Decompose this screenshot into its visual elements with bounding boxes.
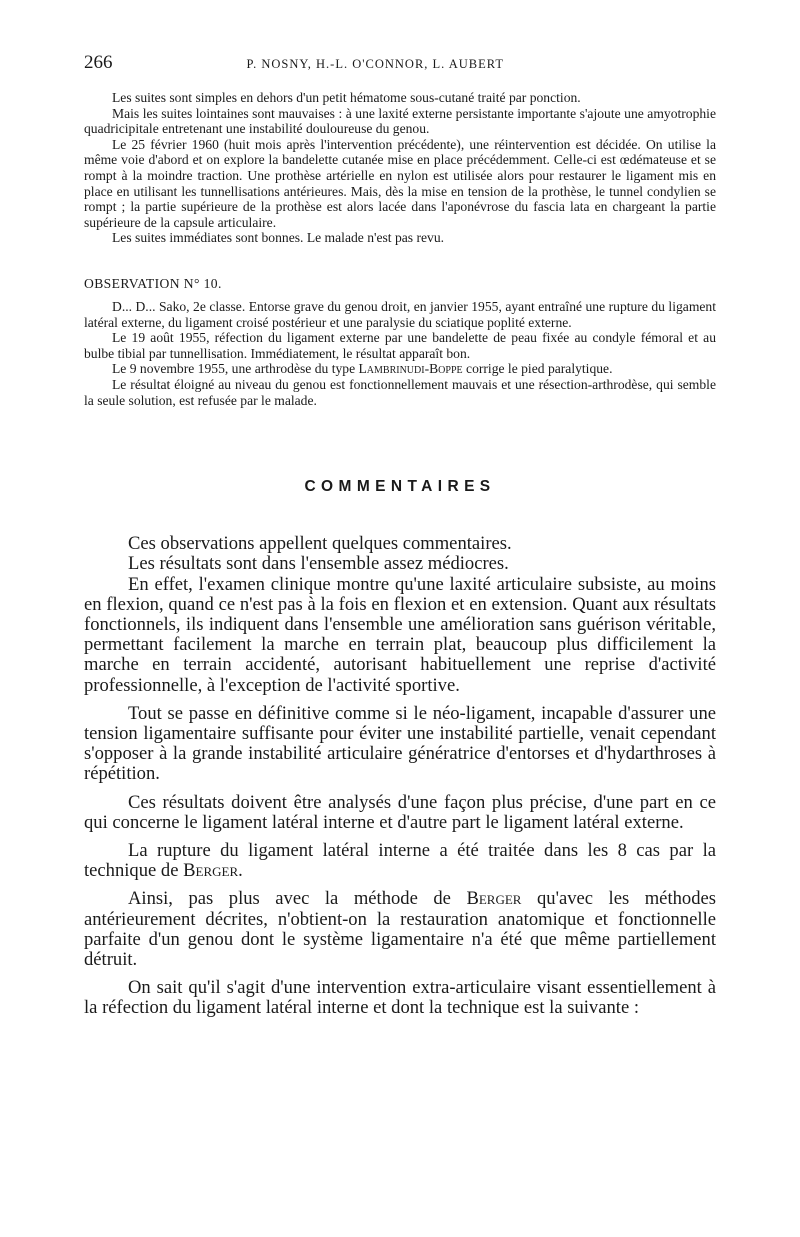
paragraph (84, 361, 716, 377)
paragraph: Le 19 août 1955, réfection du ligament externe par une bandelette de peau fixée au condyle fémoral et au bulbe tibial par tunnellisation. Immédiatement, le résultat apparaît bon. (84, 330, 716, 361)
text-run: corrige le pied paralytique. (462, 361, 613, 377)
page (84, 52, 716, 1019)
section-title: COMMENTAIRES (304, 478, 496, 496)
author-name: Lambrinudi-Boppe (358, 361, 463, 377)
paragraph: Les résultats sont dans l'ensemble assez médiocres. (128, 553, 509, 575)
text-run: La rupture du ligament latéral interne a été traitée dans les 8 cas par la technique de (84, 839, 716, 882)
paragraph: Ces observations appellent quelques commentaires. (128, 533, 512, 555)
page-number: 266 (84, 52, 113, 73)
paragraph: Les suites sont simples en dehors d'un petit hématome sous-cutané traité par ponction. (112, 90, 581, 105)
text-run: Le 9 novembre 1955, une arthrodèse du type (112, 361, 359, 377)
page-header (84, 52, 716, 76)
paragraph: Le 25 février 1960 (huit mois après l'intervention précédente), une réintervention est décidée. On utilise la même voie d'abord et on explore la bandelette cutanée mise en place précédemment. Celle-ci est œdémateuse et se rompt à la moindre traction. Une prothèse artérielle en nylon est utilisée alors pour restaurer le ligament mis en place en utilisant les tunnellisations antérieures. Mais, dès la mise en tension de la prothèse, le tunnel condylien se rompt ; la partie supérieure de la prothèse est alors lacée dans l'aponévrose du fascia lata en chargeant la partie supérieure de la capsule articulaire. (84, 136, 716, 230)
running-title: P. NOSNY, H.-L. O'CONNOR, L. AUBERT (246, 57, 504, 71)
paragraph: Le résultat éloigné au niveau du genou est fonctionnellement mauvais et une résection-arthrodèse, qui semble la seule solution, est refusée par le malade. (84, 376, 716, 408)
observation-body (84, 299, 716, 408)
paragraph (84, 889, 716, 970)
paragraph: Ces résultats doivent être analysés d'une façon plus précise, d'une part en ce qui concerne le ligament latéral interne et d'autre part le ligament latéral externe. (84, 791, 716, 833)
text-run: . (238, 860, 243, 882)
case-continuation (84, 90, 716, 246)
paragraph (84, 841, 716, 881)
paragraph: On sait qu'il s'agit d'une intervention extra-articulaire visant essentiellement à la réfection du ligament latéral interne et dont la technique est la suivante : (84, 977, 716, 1019)
commentaires-body (84, 534, 716, 1018)
paragraph: En effet, l'examen clinique montre qu'une laxité articulaire subsiste, au moins en flexion, quand ce n'est pas à la fois en flexion et en extension. Quant aux résultats fonctionnels, ils indiquent dans l'ensemble une amélioration sans guérison véritable, permettant facilement la marche en terrain plat, beaucoup plus difficilement la marche en terrain accidenté, autorisant habituellement une reprise d'activité professionnelle, à l'exception de l'activité sportive. (84, 573, 716, 696)
observation-title: OBSERVATION N° 10. (84, 275, 222, 291)
paragraph: Tout se passe en définitive comme si le néo-ligament, incapable d'assurer une tension ligamentaire suffisante pour éviter une instabilité partielle, venait cependant s'opposer à la grande instabilité articulaire génératrice d'entorses et d'hydarthroses à répétition. (84, 702, 716, 785)
paragraph: Mais les suites lointaines sont mauvaises : à une laxité externe persistante importante s'ajoute une amyotrophie quadricipitale entretenant une instabilité douloureuse du genou. (84, 105, 716, 137)
paragraph: Les suites immédiates sont bonnes. Le malade n'est pas revu. (112, 230, 445, 246)
text-run: Ainsi, pas plus avec la méthode de (128, 888, 467, 910)
paragraph: D... D... Sako, 2e classe. Entorse grave du genou droit, en janvier 1955, ayant entraîné une rupture du ligament latéral externe, du ligament croisé postérieur et une paralysie du sciatique poplité externe. (84, 298, 716, 330)
author-name: Berger (183, 860, 239, 882)
text-run: qu'avec les méthodes antérieurement décrites, n'obtient-on la restauration anatomique et fonctionnelle parfaite d'un genou dont le système ligamentaire n'a été que même partiellement détruit. (84, 888, 716, 970)
author-name: Berger (466, 888, 522, 910)
